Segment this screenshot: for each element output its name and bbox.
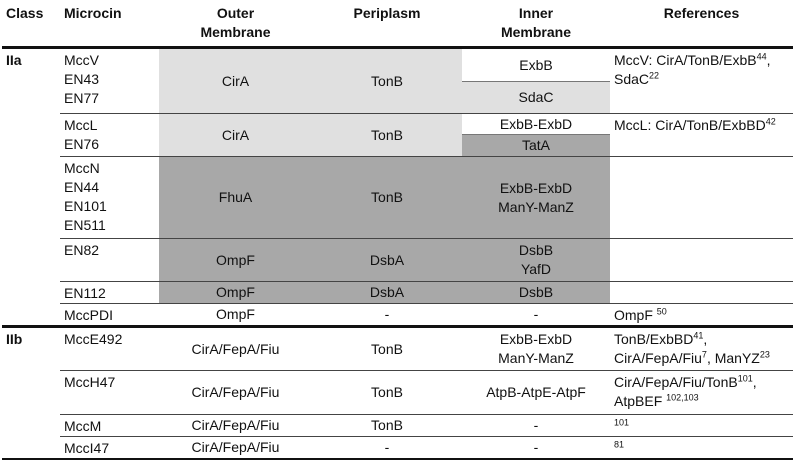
- outer-membrane-cell: CirA/FepA/Fiu: [159, 437, 312, 460]
- header-outer-line2: Membrane: [200, 24, 271, 40]
- inner-sub-cell: TatA: [462, 135, 610, 156]
- reference-superscript: 42: [765, 116, 776, 127]
- microcin-name: EN511: [64, 217, 106, 233]
- inner-text: ExbB-ExbD: [499, 179, 573, 196]
- outer-membrane-cell: FhuA: [159, 157, 312, 239]
- table-row: [2, 415, 793, 437]
- periplasm-cell: DsbA: [312, 239, 462, 282]
- reference-text: CirA/FepA/Fiu/TonB: [614, 374, 738, 390]
- microcin-cell: MccE492: [60, 327, 159, 371]
- microcin-table: [2, 0, 793, 460]
- microcin-name: MccL: [64, 117, 98, 133]
- microcin-cell: [60, 114, 159, 157]
- microcin-cell: MccPDI: [60, 304, 159, 327]
- header-class: Class: [6, 5, 44, 21]
- header-row: [2, 0, 793, 48]
- reference-superscript: 50: [656, 306, 667, 317]
- periplasm-cell: TonB: [312, 48, 462, 114]
- table-row: [2, 282, 793, 304]
- references-cell: [610, 114, 793, 157]
- microcin-cell: MccM: [60, 415, 159, 437]
- inner-text: ManY-ManZ: [498, 350, 574, 366]
- table-row: [2, 114, 793, 157]
- reference-text: SdaC: [614, 71, 650, 87]
- header-outer-membrane: [159, 0, 312, 48]
- inner-text: ExbB-ExbD: [499, 331, 573, 347]
- inner-sub-cell: ExbB-ExbD: [462, 114, 610, 135]
- periplasm-cell: -: [312, 437, 462, 460]
- references-cell: [610, 282, 793, 304]
- reference-text: , ManYZ: [706, 350, 760, 366]
- reference-superscript: 23: [759, 349, 770, 360]
- outer-membrane-cell: CirA: [159, 114, 312, 157]
- microcin-cell: [60, 48, 159, 114]
- microcin-name: MccN: [64, 160, 100, 176]
- microcin-cell: EN112: [60, 282, 159, 304]
- reference-text: MccV: CirA/TonB/ExbB: [614, 52, 757, 68]
- reference-text: AtpBEF: [614, 393, 667, 409]
- reference-text: CirA/FepA/Fiu: [614, 350, 702, 366]
- outer-membrane-cell: CirA/FepA/Fiu: [159, 415, 312, 437]
- reference-superscript: 44: [756, 51, 767, 62]
- reference-text: ,: [766, 52, 771, 68]
- reference-text: MccL: CirA/TonB/ExbBD: [614, 117, 766, 133]
- microcin-name: EN77: [64, 90, 100, 106]
- reference-text: ,: [752, 374, 757, 390]
- references-cell: [610, 157, 793, 239]
- outer-membrane-cell: CirA/FepA/Fiu: [159, 327, 312, 371]
- inner-membrane-cell: [462, 114, 610, 157]
- periplasm-cell: TonB: [312, 327, 462, 371]
- periplasm-cell: TonB: [312, 371, 462, 415]
- inner-membrane-cell: -: [462, 415, 610, 437]
- reference-superscript: 81: [614, 439, 625, 450]
- microcin-name: EN44: [64, 179, 100, 195]
- header-references: References: [663, 5, 740, 21]
- inner-membrane-cell: [462, 157, 610, 239]
- inner-membrane-cell: DsbB: [462, 282, 610, 304]
- inner-sub-cell: ExbB: [462, 49, 610, 82]
- table-row: [2, 371, 793, 415]
- header-microcin: Microcin: [64, 5, 122, 21]
- reference-text: OmpF: [614, 307, 657, 323]
- outer-membrane-cell: CirA: [159, 48, 312, 114]
- inner-membrane-cell: AtpB-AtpE-AtpF: [462, 371, 610, 415]
- reference-superscript: 41: [693, 330, 704, 341]
- reference-superscript: 7: [701, 349, 707, 360]
- references-cell: [610, 327, 793, 371]
- reference-superscript: 22: [649, 70, 660, 81]
- references-cell: [610, 304, 793, 327]
- microcin-cell: MccI47: [60, 437, 159, 460]
- periplasm-cell: TonB: [312, 415, 462, 437]
- header-inner-line1: Inner: [518, 5, 554, 21]
- outer-membrane-cell: OmpF: [159, 304, 312, 327]
- table-row: [2, 327, 793, 371]
- references-cell: [610, 48, 793, 114]
- periplasm-cell: -: [312, 304, 462, 327]
- class-cell: IIb: [2, 327, 60, 460]
- inner-membrane-cell: -: [462, 437, 610, 460]
- microcin-cell: MccH47: [60, 371, 159, 415]
- microcin-name: EN76: [64, 136, 100, 152]
- references-cell: [610, 371, 793, 415]
- inner-membrane-cell: [462, 239, 610, 282]
- inner-text: ManY-ManZ: [498, 198, 574, 215]
- periplasm-cell: TonB: [312, 114, 462, 157]
- microcin-name: EN43: [64, 71, 100, 87]
- header-outer-line1: Outer: [216, 5, 255, 21]
- reference-superscript: 102,103: [666, 392, 699, 403]
- reference-text: ,: [703, 331, 708, 347]
- periplasm-cell: DsbA: [312, 282, 462, 304]
- class-cell: IIa: [2, 48, 60, 327]
- reference-superscript: 101: [614, 417, 630, 428]
- header-inner-membrane: [462, 0, 610, 48]
- header-inner-line2: Membrane: [500, 24, 572, 40]
- reference-superscript: 101: [737, 373, 753, 384]
- outer-membrane-cell: OmpF: [159, 282, 312, 304]
- periplasm-cell: TonB: [312, 157, 462, 239]
- inner-membrane-cell: [462, 327, 610, 371]
- microcin-name: EN101: [64, 198, 107, 214]
- inner-membrane-cell: -: [462, 304, 610, 327]
- inner-text: DsbB: [518, 242, 554, 258]
- table-row: [2, 437, 793, 460]
- inner-membrane-cell: [462, 48, 610, 114]
- inner-sub-cell: SdaC: [462, 82, 610, 113]
- table-row: [2, 48, 793, 114]
- microcin-name: MccV: [64, 52, 99, 68]
- table-row: [2, 304, 793, 327]
- references-cell: [610, 415, 793, 437]
- microcin-cell: EN82: [60, 239, 159, 282]
- microcin-cell: [60, 157, 159, 239]
- inner-text: YafD: [520, 261, 552, 277]
- table-row: [2, 239, 793, 282]
- references-cell: [610, 239, 793, 282]
- outer-membrane-cell: OmpF: [159, 239, 312, 282]
- outer-membrane-cell: CirA/FepA/Fiu: [159, 371, 312, 415]
- table-row: [2, 157, 793, 239]
- references-cell: [610, 437, 793, 460]
- header-periplasm: Periplasm: [353, 5, 421, 21]
- reference-text: TonB/ExbBD: [614, 331, 694, 347]
